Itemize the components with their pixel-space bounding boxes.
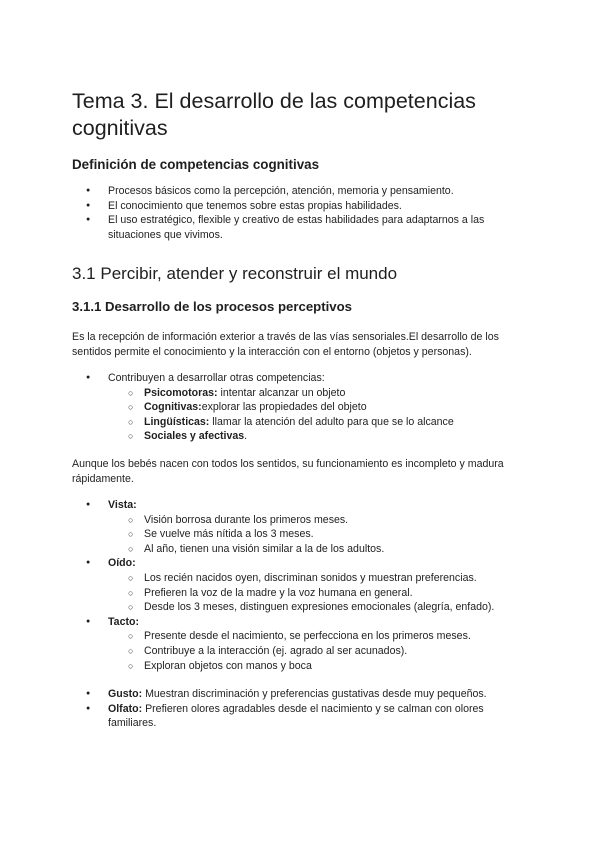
- description: llamar la atención del adulto para que se lo alcance: [209, 415, 454, 428]
- list-item: ○ Se vuelve más nítida a los 3 meses.: [108, 527, 532, 542]
- list-item: [72, 687, 532, 702]
- senses-list: [72, 498, 532, 673]
- section-heading: 3.1 Percibir, atender y reconstruir el mundo: [72, 264, 398, 283]
- description: explorar las propiedades del objeto: [201, 401, 367, 414]
- list-item: [72, 615, 532, 673]
- list-item: [72, 498, 532, 556]
- list-item: ● El conocimiento que tenemos sobre estas propias habilidades.: [72, 199, 532, 214]
- sense-term: Gusto:: [108, 688, 143, 700]
- term: Psicomotoras:: [144, 386, 218, 399]
- competencias-list: [72, 371, 532, 444]
- list-item: ● El uso estratégico, flexible y creativo de estas habilidades para adaptarnos a las situaciones que vivimos.: [72, 213, 532, 242]
- list-item: [72, 371, 532, 444]
- definition-list: [72, 184, 532, 242]
- sense-term: Oído:: [108, 557, 136, 570]
- term: Lingüísticas:: [144, 415, 210, 428]
- sense-term: Vista:: [108, 499, 137, 511]
- list-item: [108, 415, 532, 430]
- list-item: ○ Exploran objetos con manos y boca: [108, 659, 532, 674]
- list-item: [108, 386, 532, 401]
- list-item: [108, 429, 532, 444]
- list-item: ○ Visión borrosa durante los primeros meses.: [108, 513, 532, 528]
- intro-paragraph: Es la recepción de información exterior a través de las vías sensoriales.El desarrollo de los sentidos permite el conocimiento y la interacción con el entorno (objetos y personas).: [72, 331, 499, 358]
- sense-sublist: [108, 513, 532, 557]
- subsection-heading: 3.1.1 Desarrollo de los procesos perceptivos: [72, 299, 352, 314]
- page-title: Tema 3. El desarrollo de las competencias cognitivas: [72, 89, 476, 140]
- sense-term: Tacto:: [108, 615, 139, 628]
- competencias-lead: Contribuyen a desarrollar otras competencias:: [108, 372, 325, 384]
- other-senses-list: [72, 687, 532, 731]
- description: Muestran discriminación y preferencias gustativas desde muy pequeños.: [142, 688, 487, 700]
- term: Sociales y afectivas: [144, 430, 245, 443]
- list-item: ○ Presente desde el nacimiento, se perfecciona en los primeros meses.: [108, 629, 532, 644]
- list-item: ○ Los recién nacidos oyen, discriminan sonidos y muestran preferencias.: [108, 571, 532, 586]
- definition-heading: Definición de competencias cognitivas: [72, 157, 320, 172]
- list-item: ○ Prefieren la voz de la madre y la voz humana en general.: [108, 586, 532, 601]
- list-item: [108, 400, 532, 415]
- list-item: [72, 556, 532, 614]
- competencias-sublist: [108, 386, 532, 444]
- senses-paragraph: Aunque los bebés nacen con todos los sentidos, su funcionamiento es incompleto y madura rápidamente.: [72, 458, 504, 485]
- list-item: ○ Contribuye a la interacción (ej. agrado al ser acunados).: [108, 644, 532, 659]
- description: .: [244, 430, 248, 443]
- list-item: ● Procesos básicos como la percepción, atención, memoria y pensamiento.: [72, 184, 532, 199]
- sense-term: Olfato:: [108, 702, 143, 715]
- list-item: [72, 702, 532, 731]
- sense-sublist: [108, 629, 532, 673]
- description: intentar alcanzar un objeto: [217, 386, 346, 399]
- term: Cognitivas:: [144, 401, 202, 414]
- sense-sublist: [108, 571, 532, 615]
- list-item: ○ Al año, tienen una visión similar a la de los adultos.: [108, 542, 532, 557]
- list-item: ○ Desde los 3 meses, distinguen expresiones emocionales (alegría, enfado).: [108, 600, 532, 615]
- description: Prefieren olores agradables desde el nacimiento y se calman con olores familiares.: [108, 702, 484, 730]
